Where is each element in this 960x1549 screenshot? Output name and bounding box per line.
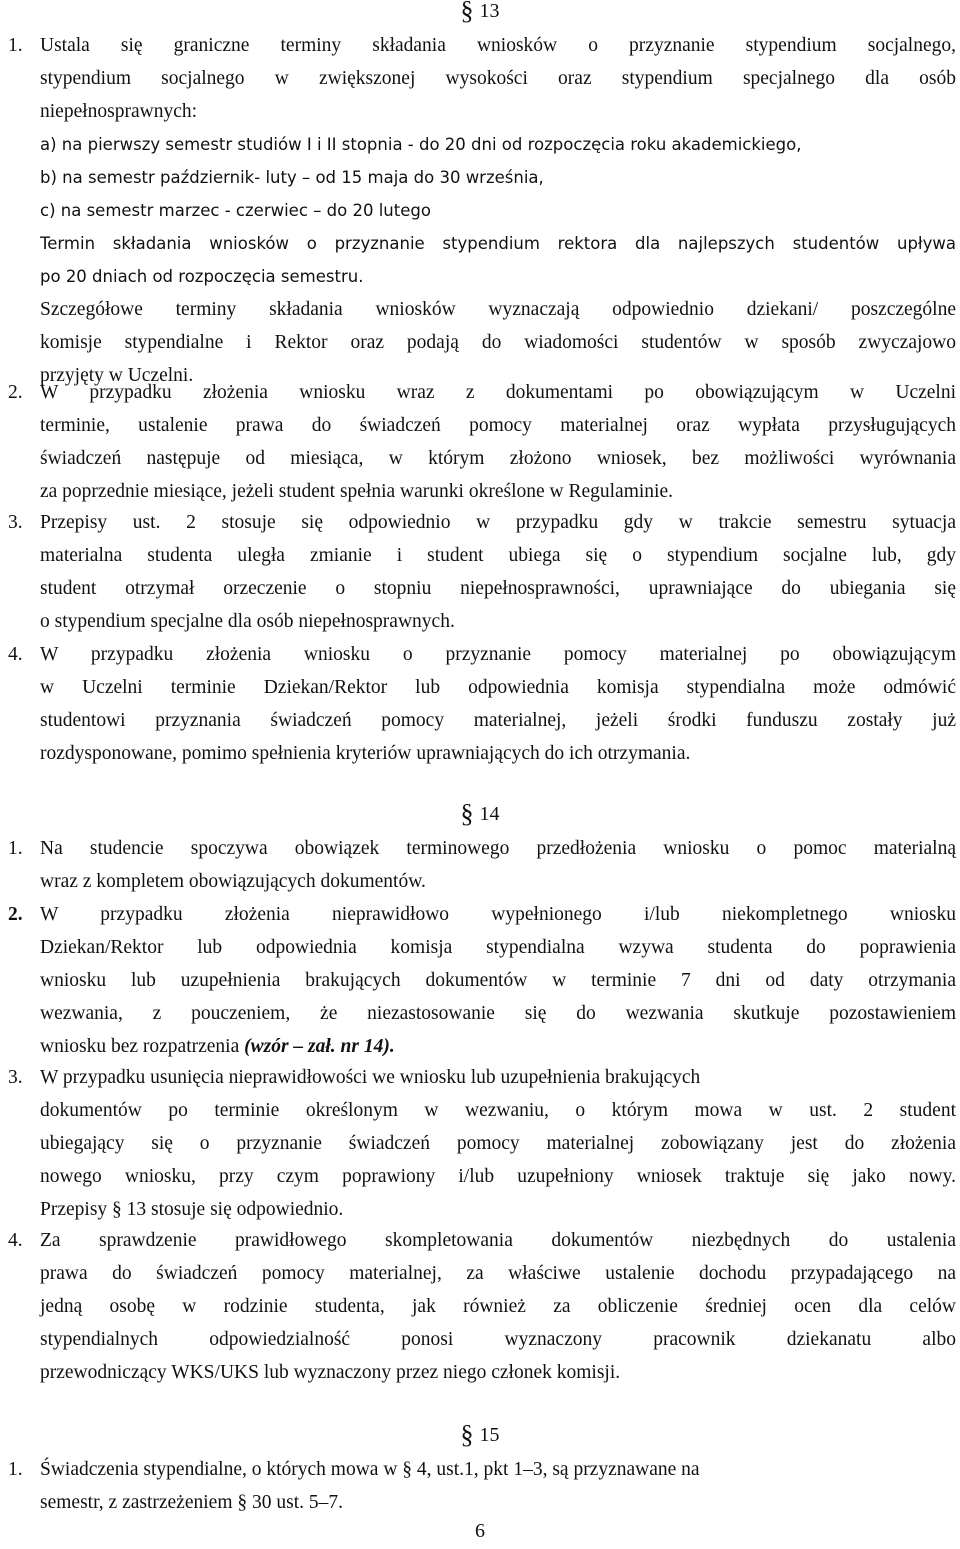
section-symbol: § — [460, 799, 474, 828]
text-line: stypendialnych odpowiedzialność ponosi wyznaczony pracownik dziekanatu albo — [40, 1329, 956, 1350]
text-line: jedną osobę w rodzinie studenta, jak również za obliczenie średniej ocen dla celów — [40, 1296, 956, 1317]
text-line: W przypadku złożenia wniosku o przyznanie pomocy materialnej po obowiązującym — [40, 644, 956, 665]
text-fragment: wniosku bez rozpatrzenia — [40, 1036, 240, 1057]
item-text — [40, 1224, 956, 1389]
text-line: materialna studenta uległa zmianie i student ubiega się o stypendium socjalne lub, gdy — [40, 545, 956, 566]
text-line: student otrzymał orzeczenie o stopniu niepełnosprawności, uprawniające do ubiegania się — [40, 578, 956, 599]
text-line: a) na pierwszy semestr studiów I i II stopnia - do 20 dni od rozpoczęcia roku akademickiego, — [40, 135, 802, 154]
text-line: Świadczenia stypendialne, o których mowa w § 4, ust.1, pkt 1–3, są przyznawane na — [40, 1459, 700, 1480]
text-line: W przypadku usunięcia nieprawidłowości we wniosku lub uzupełnienia brakujących — [40, 1067, 701, 1088]
text-line: komisje stypendialne i Rektor oraz podają do wiadomości studentów w sposób zwyczajowo — [40, 332, 956, 353]
text-line: b) na semestr październik- luty – od 15 maja do 30 września, — [40, 168, 544, 187]
text-line: studentowi przyznania świadczeń pomocy materialnej, jeżeli środki funduszu zostały już — [40, 710, 956, 731]
text-line: za poprzednie miesiące, jeżeli student spełnia warunki określone w Regulaminie. — [40, 481, 673, 502]
text-line: świadczeń następuje od miesiąca, w którym złożono wniosek, bez możliwości wyrównania — [40, 448, 956, 469]
item-number: 1. — [8, 1459, 23, 1480]
page-number: 6 — [475, 1520, 485, 1542]
text-line: rozdysponowane, pomimo spełnienia kryteriów uprawniających do ich otrzymania. — [40, 743, 691, 764]
text-line: prawa do świadczeń pomocy materialnej, za właściwe ustalenie dochodu przypadającego na — [40, 1263, 956, 1284]
item-number: 2. — [8, 904, 23, 925]
text-line: Ustala się graniczne terminy składania wniosków o przyznanie stypendium socjalnego, — [40, 35, 956, 56]
section-15-heading — [0, 1420, 960, 1449]
text-line: nowego wniosku, przy czym poprawiony i/lub uzupełniony wniosek traktuje się jako nowy. — [40, 1166, 956, 1187]
text-line: Przepisy ust. 2 stosuje się odpowiednio w przypadku gdy w trakcie semestru sytuacja — [40, 512, 956, 533]
text-line: stypendium socjalnego w zwiększonej wysokości oraz stypendium specjalnego dla osób — [40, 68, 956, 89]
text-line: przewodniczący WKS/UKS lub wyznaczony przez niego członek komisji. — [40, 1362, 621, 1383]
text-line: Termin składania wniosków o przyznanie stypendium rektora dla najlepszych studentów upływa — [40, 234, 956, 253]
item-number: 2. — [8, 382, 23, 403]
item-text — [40, 376, 956, 508]
text-line: Przepisy § 13 stosuje się odpowiednio. — [40, 1199, 344, 1220]
text-line: o stypendium specjalne dla osób niepełnosprawnych. — [40, 611, 455, 632]
item-number: 1. — [8, 838, 23, 859]
item-number: 3. — [8, 512, 23, 533]
item-text — [40, 1453, 956, 1519]
item-text — [40, 832, 956, 898]
section-number: 14 — [479, 803, 500, 825]
text-line: Szczegółowe terminy składania wniosków wyznaczają odpowiednio dziekani/ poszczególne — [40, 299, 956, 320]
text-line: przyjęty w Uczelni. — [40, 365, 194, 386]
item-number: 3. — [8, 1067, 23, 1088]
text-line: wraz z kompletem obowiązujących dokumentów. — [40, 871, 426, 892]
section-symbol: § — [460, 1420, 474, 1449]
text-line: W przypadku złożenia wniosku wraz z dokumentami po obowiązującym w Uczelni — [40, 382, 956, 403]
item-text — [40, 29, 956, 392]
item-text — [40, 638, 956, 770]
item-number: 4. — [8, 1230, 23, 1251]
text-line — [40, 1030, 956, 1063]
text-line: po 20 dniach od rozpoczęcia semestru. — [40, 267, 364, 286]
text-line: semestr, z zastrzeżeniem § 30 ust. 5–7. — [40, 1492, 343, 1513]
section-symbol: § — [460, 0, 474, 25]
text-line: Dziekan/Rektor lub odpowiednia komisja stypendialna wzywa studenta do poprawienia — [40, 937, 956, 958]
text-line: niepełnosprawnych: — [40, 101, 198, 122]
text-line: Na studencie spoczywa obowiązek terminowego przedłożenia wniosku o pomoc materialną — [40, 838, 956, 859]
item-number: 1. — [8, 35, 23, 56]
text-line: wezwania, z pouczeniem, że niezastosowanie się do wezwania skutkuje pozostawieniem — [40, 1003, 956, 1024]
item-text — [40, 898, 956, 1063]
section-13-heading — [0, 0, 960, 25]
text-line: w Uczelni terminie Dziekan/Rektor lub odpowiednia komisja stypendialna może odmówić — [40, 677, 956, 698]
text-line: c) na semestr marzec - czerwiec – do 20 lutego — [40, 201, 431, 220]
text-line: terminie, ustalenie prawa do świadczeń pomocy materialnej oraz wypłata przysługujących — [40, 415, 956, 436]
text-line: W przypadku złożenia nieprawidłowo wypełnionego i/lub niekompletnego wniosku — [40, 904, 956, 925]
text-line: Za sprawdzenie prawidłowego skompletowania dokumentów niezbędnych do ustalenia — [40, 1230, 956, 1251]
text-line: ubiegający się o przyznanie świadczeń pomocy materialnej zobowiązany jest do złożenia — [40, 1133, 956, 1154]
text-line: dokumentów po terminie określonym w wezwaniu, o którym mowa w ust. 2 student — [40, 1100, 956, 1121]
section-14-heading — [0, 799, 960, 828]
item-number: 4. — [8, 644, 23, 665]
item-text — [40, 506, 956, 638]
text-line: wniosku lub uzupełnienia brakujących dokumentów w terminie 7 dni od daty otrzymania — [40, 970, 956, 991]
form-reference: (wzór – zał. nr 14). — [244, 1036, 395, 1057]
item-text — [40, 1061, 956, 1226]
section-number: 13 — [479, 0, 500, 22]
section-number: 15 — [479, 1424, 500, 1446]
